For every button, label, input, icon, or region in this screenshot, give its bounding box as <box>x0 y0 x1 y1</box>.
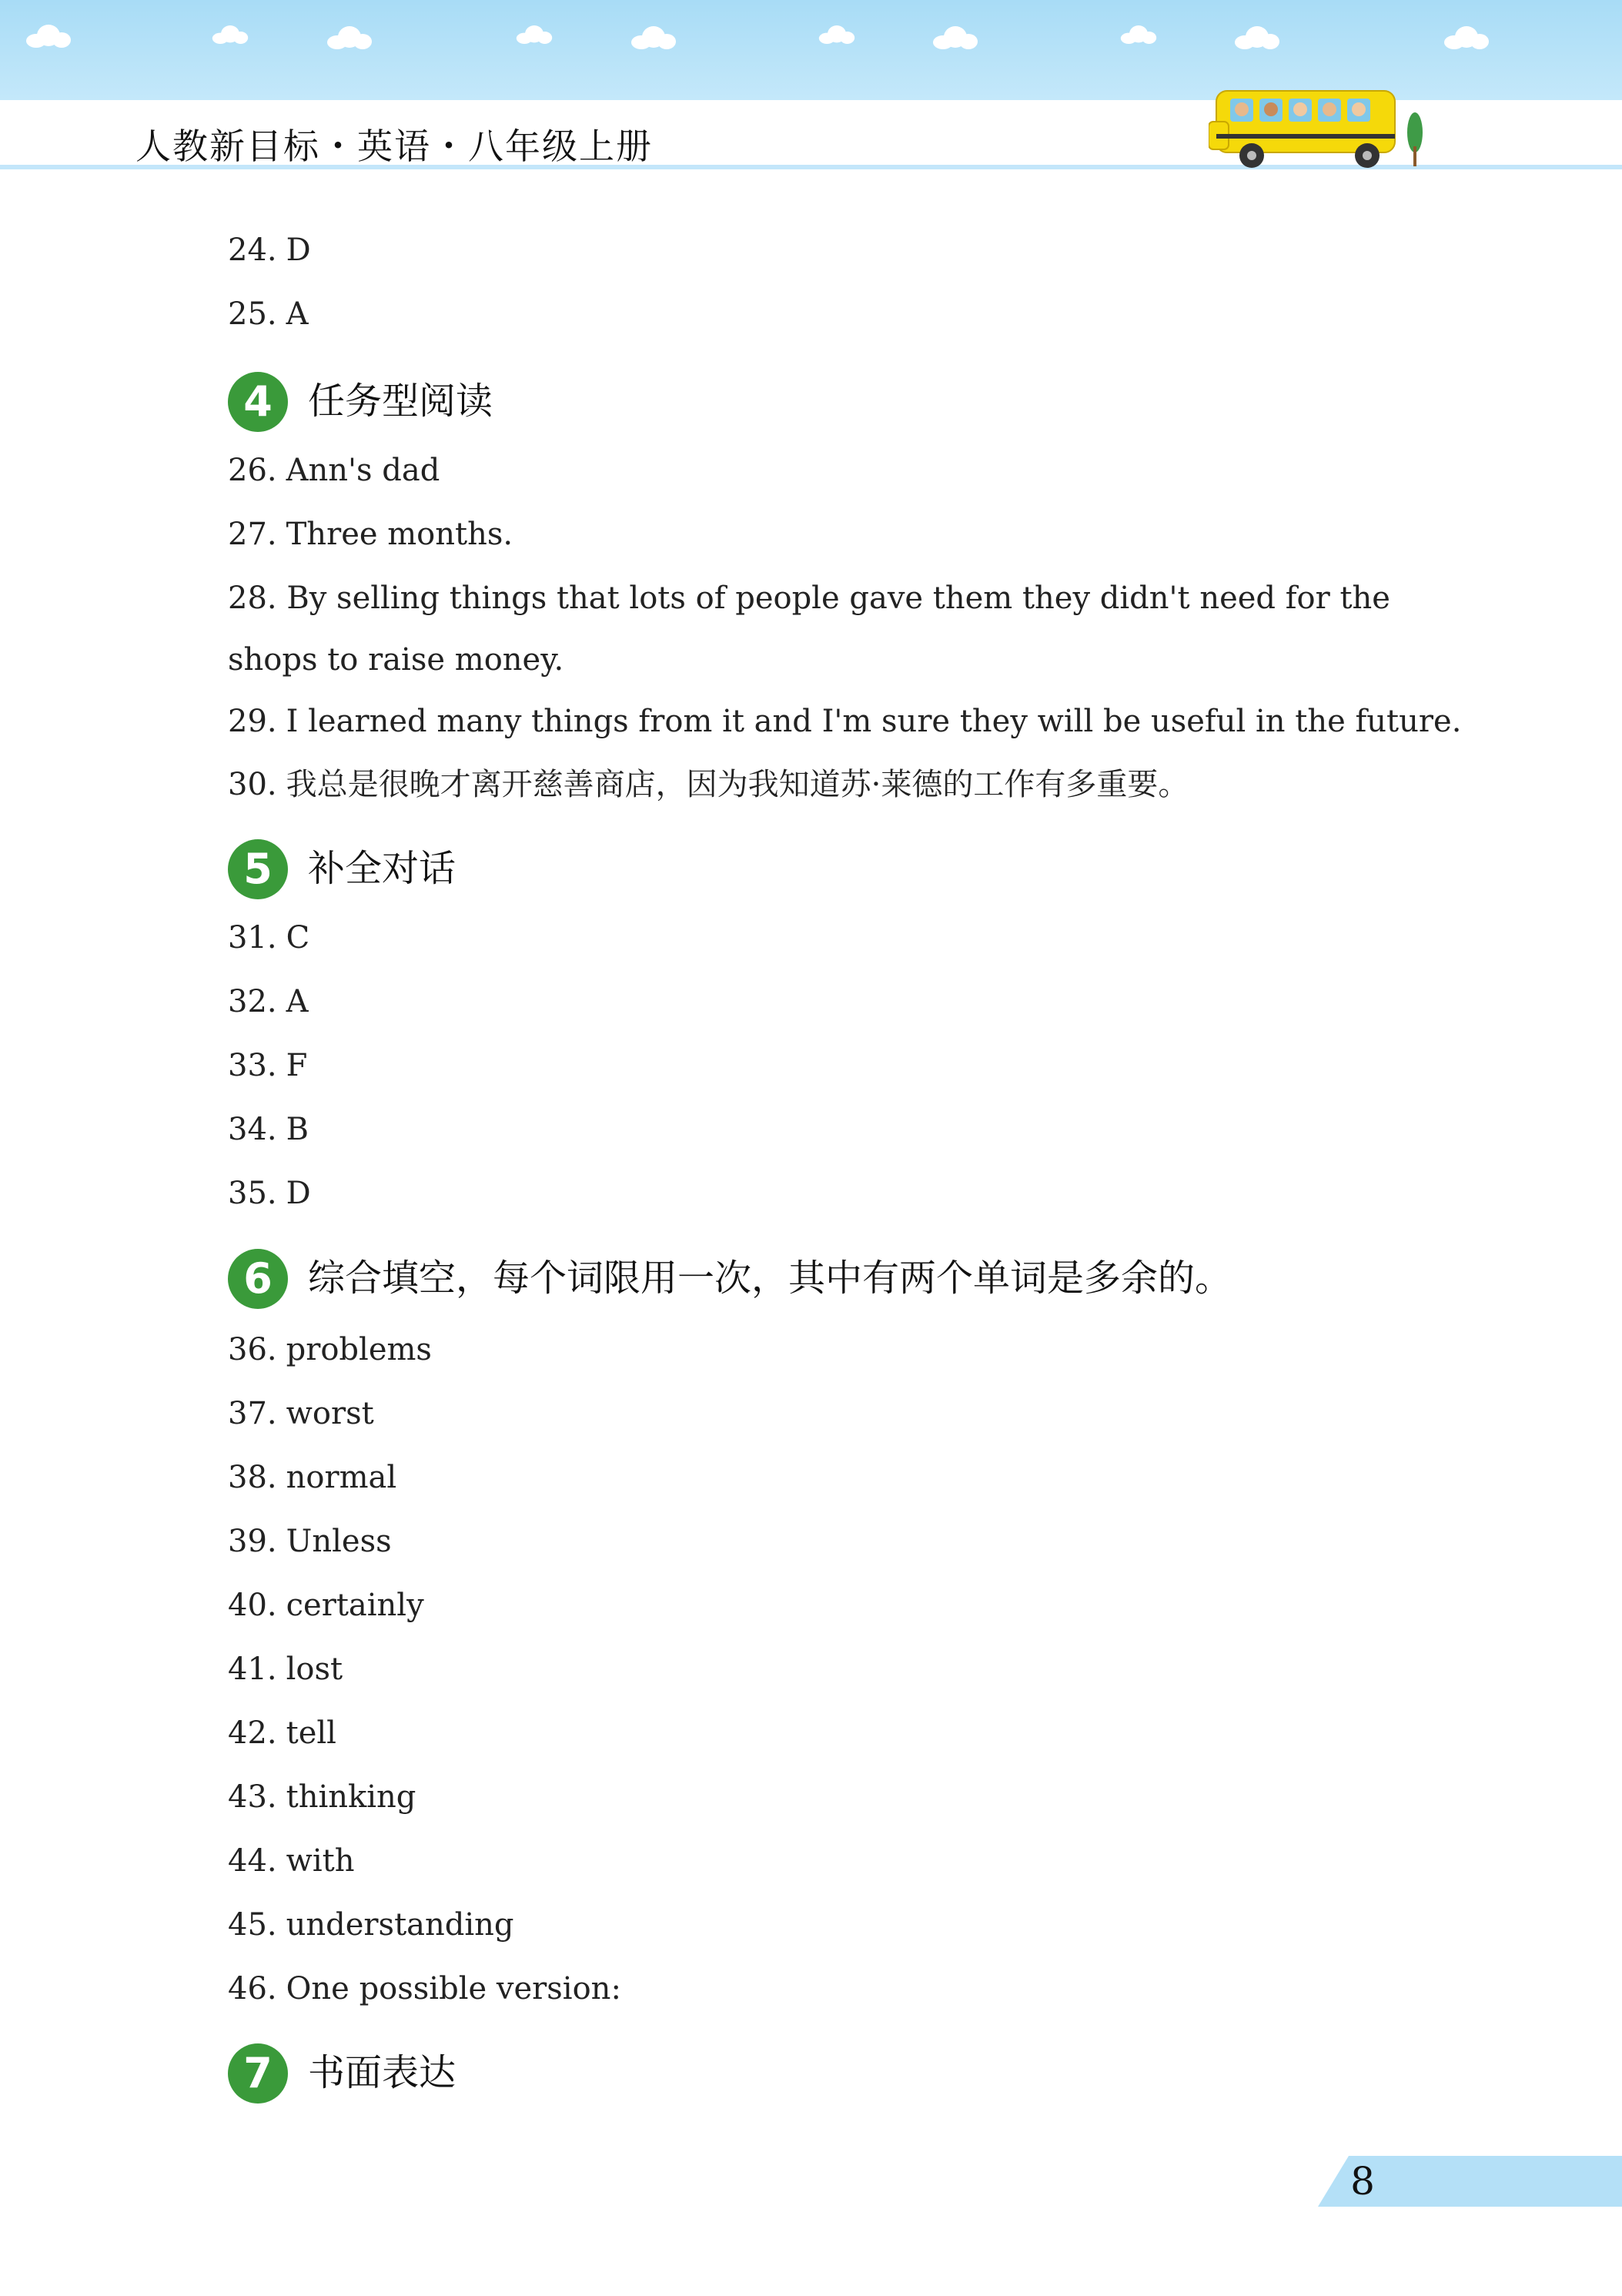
answer-item <box>228 1586 424 1625</box>
answer-item <box>228 1778 416 1816</box>
section-title: 综合填空，每个词限用一次，其中有两个单词是多余的。 <box>308 1257 1232 1300</box>
item-answer: worst <box>286 1396 374 1431</box>
cloud-icon <box>327 26 372 49</box>
item-number: 38. <box>228 1460 277 1495</box>
item-number: 46. <box>228 1971 277 2006</box>
section-title: 补全对话 <box>308 847 457 890</box>
item-answer: F <box>286 1048 308 1083</box>
answer-item <box>228 231 311 269</box>
item-answer: B <box>286 1112 309 1147</box>
answer-item <box>228 1330 432 1369</box>
book-title: 人教新目标・英语・八年级上册 <box>135 126 653 167</box>
item-answer: Three months. <box>286 517 513 552</box>
school-bus-icon <box>1209 82 1432 171</box>
cloud-icon <box>631 26 676 49</box>
item-number: 35. <box>228 1176 277 1211</box>
item-number: 41. <box>228 1652 277 1687</box>
item-number: 26. <box>228 453 277 488</box>
answer-item <box>228 295 309 333</box>
item-number: 27. <box>228 517 277 552</box>
answer-item <box>228 1522 392 1561</box>
item-answer: understanding <box>286 1907 514 1943</box>
answer-item <box>228 1458 396 1497</box>
item-answer: A <box>286 296 309 332</box>
answer-item <box>228 1174 311 1213</box>
item-number: 24. <box>228 233 277 268</box>
item-answer: problems <box>286 1332 432 1367</box>
item-number: 29. <box>228 704 277 739</box>
item-number: 25. <box>228 296 277 332</box>
cloud-icon <box>819 25 854 44</box>
item-number: 39. <box>228 1524 277 1559</box>
item-answer: D <box>286 1176 311 1211</box>
item-number: 32. <box>228 984 277 1019</box>
cloud-icon <box>517 25 552 44</box>
item-number: 45. <box>228 1907 277 1943</box>
cloud-icon <box>212 25 248 44</box>
cloud-icon <box>1235 26 1279 49</box>
cloud-icon <box>933 26 978 49</box>
item-answer: normal <box>286 1460 397 1495</box>
answer-item <box>228 567 1413 691</box>
item-answer: certainly <box>286 1588 424 1623</box>
answer-item <box>228 1110 309 1149</box>
page-number: 8 <box>1350 2159 1375 2204</box>
answer-item <box>228 451 440 490</box>
cloud-icon <box>1121 25 1156 44</box>
item-number: 40. <box>228 1588 277 1623</box>
section-number-badge: 4 <box>228 372 288 432</box>
answer-item <box>228 702 1461 741</box>
answer-item <box>228 1906 514 1944</box>
item-number: 36. <box>228 1332 277 1367</box>
answer-item <box>228 1046 307 1085</box>
item-number: 28. <box>228 581 277 616</box>
answer-item <box>228 1650 343 1689</box>
item-number: 37. <box>228 1396 277 1431</box>
answer-item <box>228 515 513 554</box>
section-number-badge: 7 <box>228 2043 288 2104</box>
item-number: 44. <box>228 1843 277 1879</box>
item-number: 30. <box>228 767 277 802</box>
item-answer: C <box>286 920 310 956</box>
cloud-icon <box>26 25 71 48</box>
section-number-badge: 6 <box>228 1249 288 1309</box>
answer-item <box>228 982 309 1021</box>
item-number: 31. <box>228 920 277 956</box>
item-number: 42. <box>228 1715 277 1751</box>
item-number: 33. <box>228 1048 277 1083</box>
answer-item <box>228 765 1189 804</box>
answer-item <box>228 1714 336 1752</box>
item-answer: thinking <box>286 1779 416 1815</box>
item-answer: Ann's dad <box>286 453 440 488</box>
item-answer: One possible version: <box>286 1971 621 2006</box>
item-answer: 我总是很晚才离开慈善商店，因为我知道苏·莱德的工作有多重要。 <box>286 767 1189 802</box>
answer-item <box>228 1842 355 1880</box>
cloud-icon <box>1444 26 1489 49</box>
answer-item <box>228 919 309 957</box>
section-title: 书面表达 <box>308 2051 457 2094</box>
section-title: 任务型阅读 <box>308 380 493 423</box>
item-answer: lost <box>286 1652 343 1687</box>
item-answer: By selling things that lots of people gave them they didn't need for the shops to raise money. <box>228 581 1390 678</box>
item-answer: Unless <box>286 1524 392 1559</box>
item-number: 43. <box>228 1779 277 1815</box>
item-answer: I learned many things from it and I'm sure they will be useful in the future. <box>286 704 1462 739</box>
answer-item <box>228 1394 374 1433</box>
section-number-badge: 5 <box>228 839 288 899</box>
answer-item <box>228 1970 621 2008</box>
item-answer: tell <box>286 1715 336 1751</box>
item-number: 34. <box>228 1112 277 1147</box>
item-answer: with <box>286 1843 355 1879</box>
item-answer: D <box>286 233 311 268</box>
item-answer: A <box>286 984 309 1019</box>
